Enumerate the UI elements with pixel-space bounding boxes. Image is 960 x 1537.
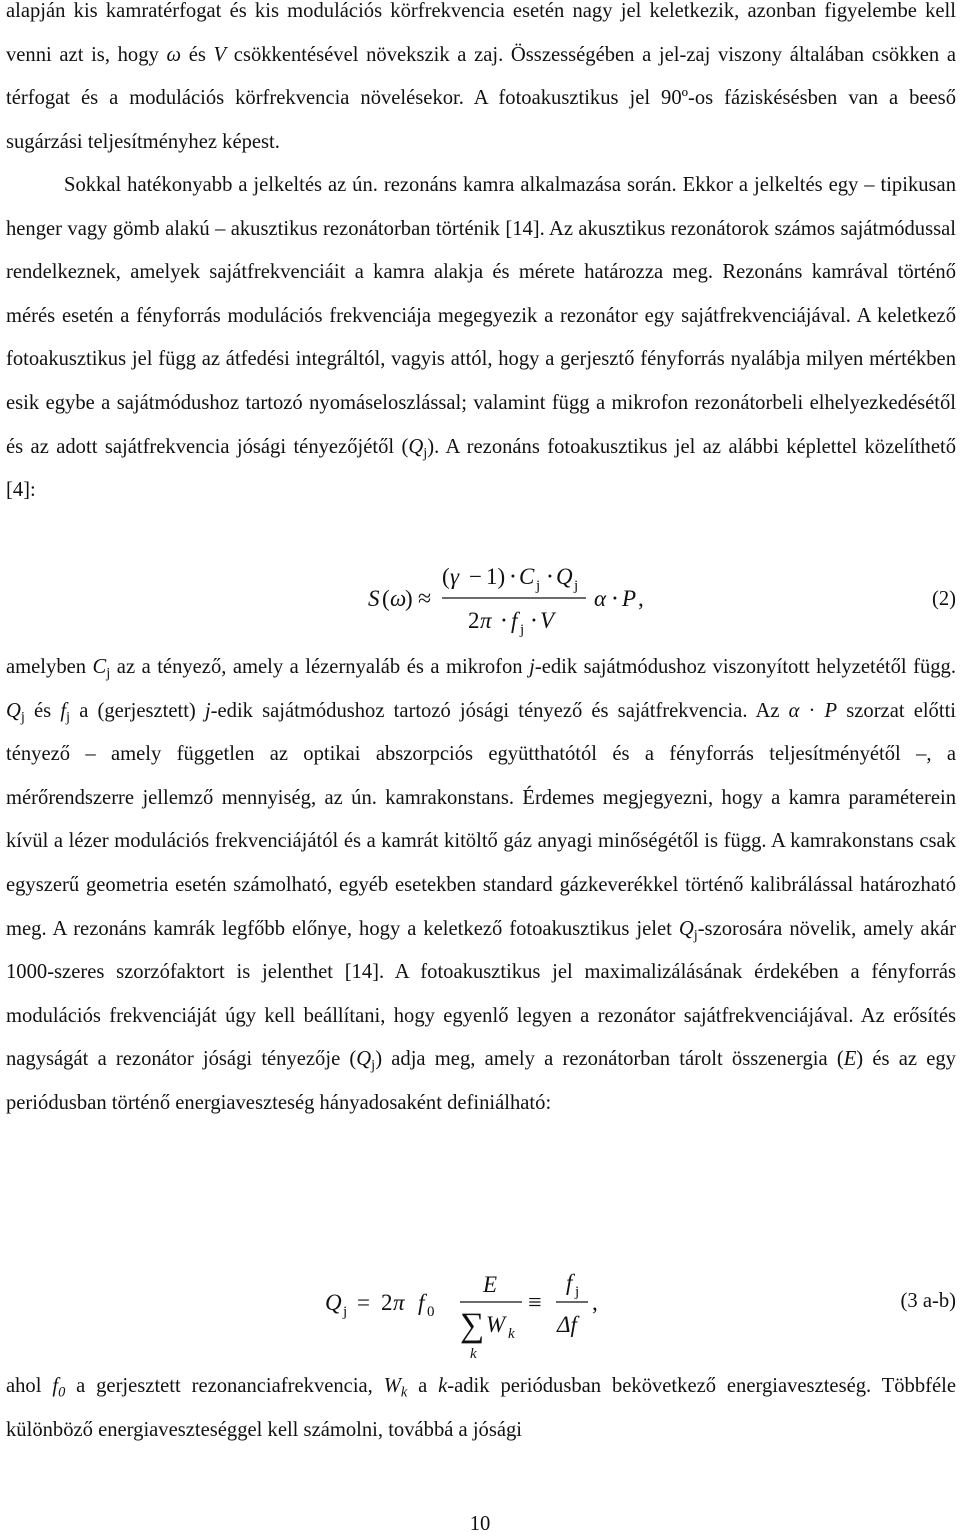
- paragraph-4: [6, 1365, 956, 1452]
- eq3-comma: ,: [592, 1290, 598, 1315]
- equation-3-number: (3 a-b): [900, 1290, 956, 1312]
- eq2-den-dot-1: ⋅: [500, 608, 508, 633]
- paragraph-3: [6, 646, 956, 1126]
- eq2-den-f-sub: j: [520, 622, 525, 638]
- text-run: a gerjesztett rezonanciafrekvencia,: [65, 1375, 384, 1397]
- eq2-minus: −: [469, 564, 482, 589]
- text-run: szorzat előtti tényező – amely független az optikai abszorpciós együtthatótól és a fényforrás teljesítményétől –, a mérőrendszerre jellemző mennyiség, az ún. kamrakonstans. Érdemes megjegyezni, hogy a kamra paraméterein kívül a lézer modulációs frekvenciájától és a kamrát kitöltő gáz anyagi minőségétől is függ. A kamrakonstans csak egyszerű geometria esetén számolható, egyéb esetekben standard gázkeverékkel történő kalibrálással határozható meg. A rezonáns kamrák legfőbb előnye, hogy a keletkező fotoakusztikus jelet: [6, 699, 957, 940]
- eq3-two: 2: [381, 1290, 393, 1315]
- eq3-sum-index: k: [470, 1346, 477, 1362]
- text-run: ). A rezonáns fotoakusztikus jel az alábbi képlettel közelíthető [4]:: [6, 435, 956, 502]
- eq2-omega: ω: [390, 586, 407, 611]
- page-number: 10: [469, 1513, 491, 1535]
- w-symbol: W: [383, 1375, 401, 1397]
- eq2-den-f: f: [511, 608, 518, 633]
- eq2-q: Q: [556, 564, 573, 589]
- eq2-close-paren: ): [405, 586, 413, 611]
- eq2-den-pi: π: [480, 608, 492, 633]
- text-run: a (gerjesztett): [70, 699, 205, 722]
- eq3-e: E: [483, 1272, 498, 1297]
- q-symbol: Q: [356, 1048, 372, 1071]
- eq2-s: S: [368, 586, 380, 611]
- j-index: j: [529, 656, 535, 678]
- eq2-comma: ,: [638, 586, 644, 611]
- text-run: alapján kis kamratérfogat és kis modulációs körfrekvencia esetén nagy jel keletkezik, azonban figyelembe kell venni azt is, hogy: [6, 0, 956, 66]
- energy-symbol: E: [843, 1048, 857, 1071]
- equation-3-graphic: [0, 1262, 960, 1364]
- text-run: ) és az egy periódusban történő energiaveszteség hányadosaként definiálható:: [6, 1048, 956, 1114]
- eq3-pi: π: [393, 1290, 405, 1315]
- subscript: j: [66, 708, 71, 725]
- text-run: amelyben: [6, 656, 93, 678]
- eq2-dot-1: ⋅: [509, 564, 517, 589]
- k-index: k: [438, 1375, 448, 1397]
- power-symbol: P: [824, 699, 838, 722]
- eq3-sum-sign: ∑: [460, 1307, 485, 1344]
- q-symbol: Q: [678, 917, 694, 940]
- eq2-open-paren: (: [382, 586, 390, 611]
- equation-2-graphic: [0, 556, 960, 652]
- eq3-equals: =: [357, 1290, 370, 1315]
- eq2-den-dot-2: ⋅: [530, 608, 538, 633]
- text-run: ) adja meg, amely a rezonátorban tárolt összenergia (: [375, 1048, 844, 1071]
- j-index: j: [204, 699, 211, 722]
- subscript: j: [371, 1057, 376, 1074]
- text-run: csökkentésével növekszik a zaj. Összességében a jel-zaj viszony általában csökken a térfogat és a modulációs körfrekvencia növelésekor. A fotoakusztikus jel 90º-os fáziskésésben van a beeső sugárzási teljesítményhez képest.: [6, 43, 957, 153]
- eq2-den-two: 2: [468, 608, 480, 633]
- text-run: és: [181, 43, 214, 66]
- text-run: -edik sajátmódushoz tartozó jósági tényező és sajátfrekvencia. Az: [210, 699, 789, 722]
- subscript: j: [106, 665, 111, 682]
- text-run: -szorosára növelik, amely akár 1000-szeres szorzófaktort is jelenthet [14]. A fotoakusztikus jel maximalizálásának érdekében a fényforrás modulációs frekvenciáját úgy kell beállítani, hogy egyenlő legyen a rezonátor sajátfrekvenciájával. Az erősítés nagyságát a rezonátor jósági tényezője (: [6, 917, 956, 1071]
- eq3-q-sub: j: [343, 1304, 348, 1320]
- text-run: -adik periódusban bekövetkező energiaveszteség. Többféle különböző energiaveszteséggel kell számolni, továbbá a jósági: [6, 1375, 956, 1441]
- q-symbol: Q: [6, 699, 21, 722]
- subscript: k: [400, 1384, 408, 1401]
- c-symbol: C: [92, 656, 107, 678]
- eq2-q-sub: j: [574, 578, 579, 594]
- eq2-num-open: (: [442, 564, 450, 589]
- eq2-c-sub: j: [536, 578, 541, 594]
- eq3-f0: f: [418, 1290, 425, 1315]
- eq2-approx-sign: ≈: [418, 586, 432, 612]
- text-run: -edik sajátmódushoz viszonyított helyzetétől függ.: [534, 656, 956, 678]
- eq3-w-sub: k: [508, 1326, 515, 1342]
- eq3-w: W: [486, 1312, 506, 1337]
- eq3-fj: f: [566, 1270, 573, 1295]
- alpha-symbol: α: [788, 699, 800, 722]
- text-run: a: [407, 1375, 439, 1397]
- subscript: j: [423, 444, 428, 461]
- eq2-p: P: [622, 586, 637, 611]
- dot-operator: ·: [799, 699, 825, 722]
- text-run: ahol: [6, 1375, 53, 1397]
- subscript: j: [20, 708, 25, 725]
- eq3-fj-sub: j: [575, 1284, 580, 1300]
- quality-factor-symbol: Q: [408, 435, 424, 458]
- eq3-q: Q: [325, 1290, 342, 1315]
- eq2-c: C: [519, 564, 535, 589]
- eq3-delta-f: Δf: [557, 1312, 577, 1337]
- f-symbol: f: [52, 1375, 59, 1397]
- equation-2-number: (2): [931, 588, 956, 610]
- omega-symbol: ω: [166, 43, 182, 66]
- volume-symbol: V: [213, 43, 227, 66]
- eq3-f0-sub: 0: [427, 1304, 435, 1320]
- paragraph-2: [6, 164, 956, 513]
- eq2-dot-3: ⋅: [611, 586, 619, 611]
- text-run: Sokkal hatékonyabb a jelkeltés az ún. rezonáns kamra alkalmazása során. Ekkor a jelkeltés egy – tipikusan henger vagy gömb alakú – akusztikus rezonátorban történik [14]. Az akusztikus rezonátorok számos sajátmódussal rendelkeznek, amelyek sajátfrekvenciáit a kamra alakja és mérete határozza meg. Rezonáns kamrával történő mérés esetén a fényforrás modulációs frekvenciája megegyezik a rezonátor egy sajátfrekvenciájával. A keletkező fotoakusztikus jel függ az átfedési integráltól, vagyis attól, hogy a gerjesztő fényforrás nyalábja milyen mértékben esik egybe a sajátmódushoz tartozó nyomáseloszlással; valamint függ a mikrofon rezonátorbeli elhelyezkedésétől és az adott sajátfrekvencia jósági tényezőjétől (: [6, 174, 956, 458]
- text-run: az a tényező, amely a lézernyaláb és a mikrofon: [110, 656, 530, 678]
- subscript: j: [693, 926, 698, 943]
- subscript: 0: [58, 1384, 66, 1401]
- eq2-alpha: α: [594, 586, 607, 611]
- paragraph-1: [6, 0, 956, 164]
- eq2-den-v: V: [540, 608, 555, 633]
- eq2-one: 1): [486, 564, 506, 589]
- equation-3: [0, 1262, 960, 1364]
- equation-2: [0, 556, 960, 652]
- eq2-dot-2: ⋅: [546, 564, 554, 589]
- eq3-equiv-sign: ≡: [528, 1290, 542, 1316]
- f-symbol: f: [60, 699, 67, 722]
- text-run: és: [24, 699, 61, 722]
- eq2-gamma: γ: [450, 564, 460, 589]
